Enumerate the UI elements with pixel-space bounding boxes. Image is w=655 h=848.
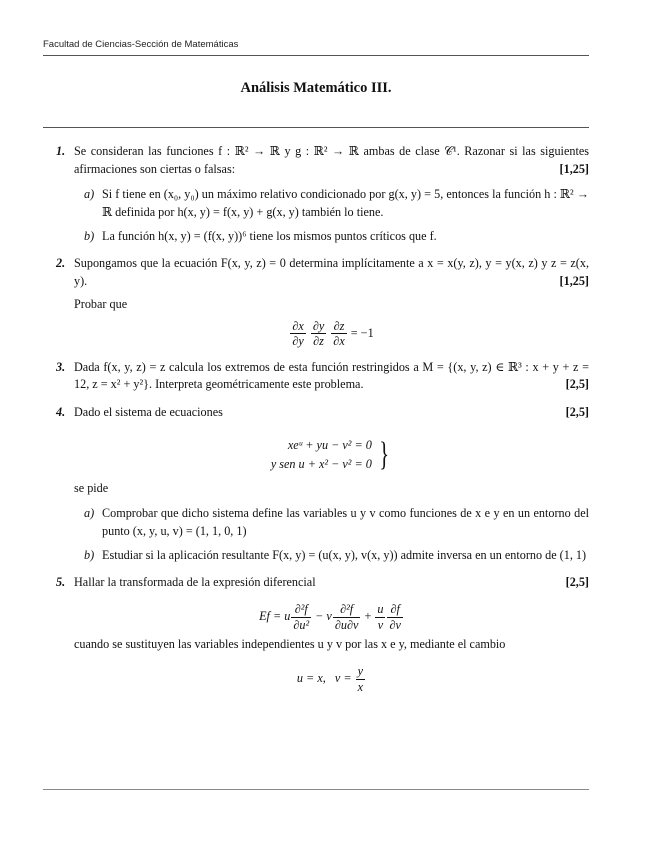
problem-4 — [43, 404, 589, 564]
subitem-text: La función h(x, y) = (f(x, y))⁶ tiene los mismos puntos críticos que f. — [102, 228, 437, 243]
equation-differential: Ef = u $\frac{\text{∂²f}}{\text{∂u²}}$ − v $\frac{\text{∂²f}}{\partial u\partial v}$ + $\frac{u}{v}$ $\frac{\partial f}{\partial v}$ — [259, 602, 401, 632]
points-badge: [2,5] — [565, 575, 589, 590]
bottom-divider — [43, 789, 589, 790]
subitem-label: a) — [84, 187, 95, 202]
subitems — [74, 186, 589, 245]
subitem-text: Estudiar si la aplicación resultante F(x, y) = (u(x, y), v(x, y)) admite inversa en un entorno de (1, 1) — [102, 547, 587, 562]
subitem-label: a) — [84, 506, 95, 521]
subitem-a — [74, 186, 589, 221]
equation-change-of-variables: u = x, v = $\frac{y}{x}$ — [296, 664, 364, 694]
subitem-a — [74, 505, 589, 540]
subitem-label: b) — [84, 547, 95, 562]
top-divider — [43, 127, 589, 128]
problem-number: 5. — [56, 575, 66, 590]
problem-1 — [43, 143, 589, 245]
subitems — [74, 505, 589, 564]
equation-system — [74, 436, 589, 474]
problem-3 — [43, 359, 589, 394]
problem-statement: Dada f(x, y, z) = z calcula los extremos de esta función restringidos a M = {(x, y, z) ∈ ℝ³ : x + y + z = 12, z = x² + y²}. Interpreta geométricamente este problema. [2,5] — [74, 359, 589, 394]
problem-statement: Se consideran las funciones f : ℝ² → ℝ y g : ℝ² → ℝ ambas de clase 𝒞¹. Razonar si las siguientes afirmaciones son ciertas o falsas: [1,25] — [74, 143, 589, 178]
equation-partial-product: $\frac{\partial x}{\partial y}$ $\frac{\partial y}{\partial z}$ $\frac{\partial z}{\partial x}$ = −1 — [292, 318, 374, 349]
problem-5 — [43, 574, 589, 694]
problem-number: 2. — [56, 256, 66, 271]
problem-prompt: se pide — [74, 480, 109, 495]
subitem-b — [74, 547, 589, 565]
problem-number: 3. — [56, 359, 66, 374]
right-brace: } — [379, 435, 389, 473]
points-badge: [1,25] — [559, 161, 589, 176]
subitem-text: Comprobar que dicho sistema define las variables u y v como funciones de x e y en un entorno del punto (x, y, u, v) = (1, 1, 0, 1) — [102, 506, 589, 539]
subitem-b — [74, 228, 589, 246]
page-header: Facultad de Ciencias-Sección de Matemáticas — [43, 38, 589, 56]
problem-prompt: Probar que — [74, 296, 128, 311]
subitem-text: Si f tiene en (x₀, y₀) un máximo relativo condicionado por g(x, y) = 5, entonces la función h : ℝ² → ℝ definida por h(x, y) = f(x, y) + g(x, y) también lo tiene. — [102, 187, 589, 220]
problem-statement: Dado el sistema de ecuaciones [2,5] — [74, 404, 589, 422]
problem-statement: Supongamos que la ecuación F(x, y, z) = 0 determina implícitamente a x = x(y, z), y = y(x, z) y z = z(x, y). [1,25] — [74, 255, 589, 290]
page-title: Análisis Matemático III. — [240, 80, 392, 96]
problem-2 — [43, 255, 589, 348]
points-badge: [1,25] — [559, 274, 589, 289]
points-badge: [2,5] — [565, 377, 589, 392]
system-eq-2: y sen u + x² − v² = 0 — [270, 456, 372, 471]
exam-content — [43, 143, 589, 704]
problem-prompt: cuando se sustituyen las variables independientes u y v por las x e y, mediante el cambio — [74, 637, 506, 652]
problem-statement: Hallar la transformada de la expresión diferencial [2,5] — [74, 574, 589, 592]
subitem-label: b) — [84, 228, 95, 243]
problem-number: 1. — [56, 144, 66, 158]
system-eq-1: xeᵘ + yu − v² = 0 — [287, 437, 372, 452]
problem-number: 4. — [56, 405, 66, 420]
points-badge: [2,5] — [565, 405, 589, 420]
